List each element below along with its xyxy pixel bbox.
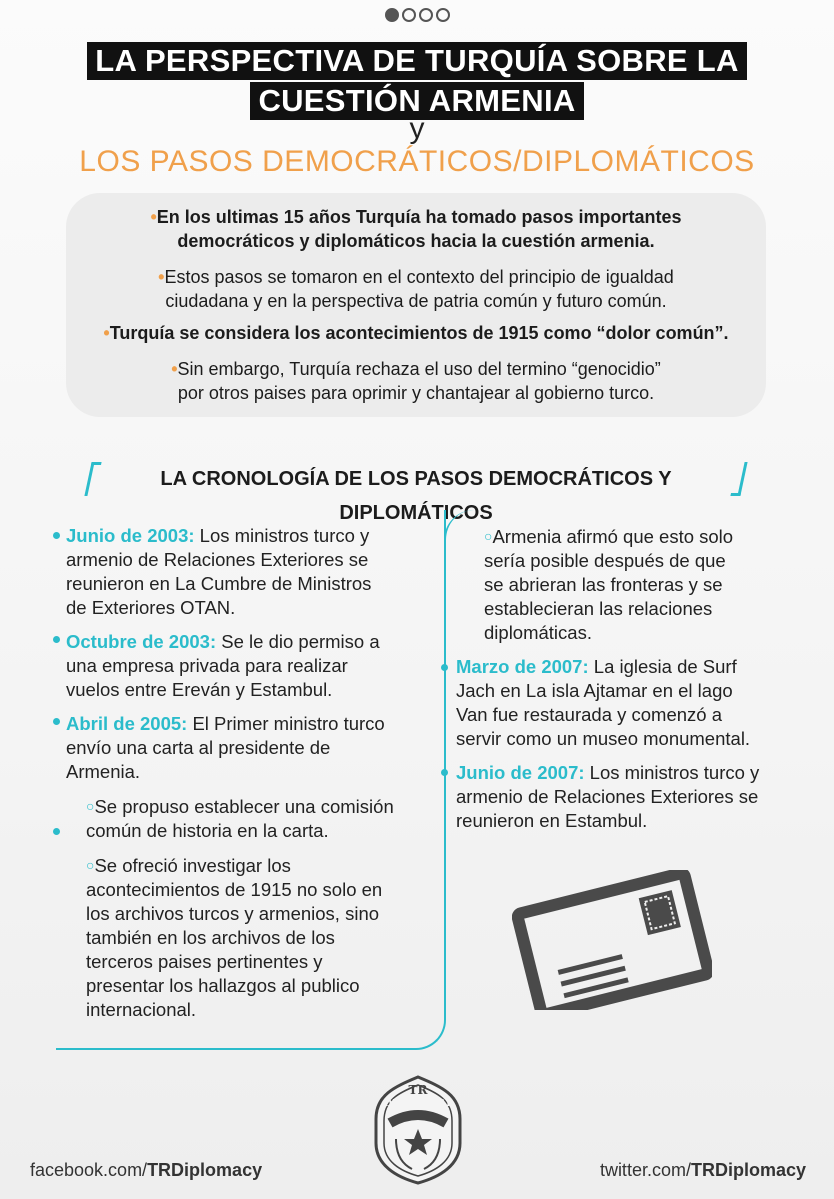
title-line-1: LA PERSPECTIVA DE TURQUÍA SOBRE LA xyxy=(87,42,746,80)
timeline-dot xyxy=(53,718,60,725)
page-dot-3[interactable] xyxy=(419,8,433,22)
intro-box xyxy=(66,193,766,417)
entry-date: Junio de 2003: xyxy=(66,525,195,546)
page-title xyxy=(0,42,834,120)
sub-point-investigation: ○Se ofreció investigar los acontecimientos de 1915 no solo en los archivos turcos y armenios, sino también en los archivos de los terceros paises pertinentes y presentar los hallazgos al publico internacional. xyxy=(86,855,383,1020)
hollow-bullet-icon: ○ xyxy=(86,798,95,814)
intro-bullet-2: •Estos pasos se tomaron en el contexto del principio de igualdad ciudadana y en la perspectiva de patria común y futuro común. xyxy=(158,267,674,311)
facebook-link[interactable]: facebook.com/TRDiplomacy xyxy=(30,1160,263,1180)
intro-bullet-1: •En los ultimas 15 años Turquía ha tomado pasos importantes democráticos y diplomáticos hacia la cuestión armenia. xyxy=(150,207,682,251)
entry-june-2003: Junio de 2003: Los ministros turco y armenio de Relaciones Exteriores se reunieron en La Cumbre de Ministros de Exteriores OTAN. xyxy=(66,525,372,618)
hollow-bullet-icon: ○ xyxy=(86,857,95,873)
timeline-dot xyxy=(441,664,448,671)
orange-bullet-icon: • xyxy=(103,323,110,343)
orange-bullet-icon: • xyxy=(150,207,157,227)
orange-bullet-icon: • xyxy=(158,267,165,287)
tr-diplomacy-seal xyxy=(372,1073,464,1187)
title-conjunction: y xyxy=(409,112,425,145)
timeline-dot xyxy=(53,636,60,643)
chronology-heading: LA CRONOLOGÍA DE LOS PASOS DEMOCRÁTICOS Y DIPLOMÁTICOS xyxy=(88,462,744,496)
orange-bullet-icon: • xyxy=(171,359,178,379)
entry-june-2007: Junio de 2007: Los ministros turco y armenio de Relaciones Exteriores se reunieron en Estambul. xyxy=(456,762,760,831)
page-dot-2[interactable] xyxy=(402,8,416,22)
intro-bullet-3: •Turquía se considera los acontecimientos de 1915 como “dolor común”. xyxy=(103,323,729,343)
timeline-dot xyxy=(53,828,60,835)
entry-date: Octubre de 2003: xyxy=(66,631,217,652)
hollow-bullet-icon: ○ xyxy=(484,528,493,544)
page-dot-4[interactable] xyxy=(436,8,450,22)
entry-april-2005: Abril de 2005: El Primer ministro turco envío una carta al presidente de Armenia. xyxy=(66,713,385,782)
entry-date: Marzo de 2007: xyxy=(456,656,589,677)
page-indicator xyxy=(0,8,834,22)
twitter-link[interactable]: twitter.com/TRDiplomacy xyxy=(599,1160,806,1180)
intro-bullet-4: •Sin embargo, Turquía rechaza el uso del termino “genocidio” por otros paises para oprimir y chantajear al gobierno turco. xyxy=(171,359,661,403)
page-subtitle: LOS PASOS DEMOCRÁTICOS/DIPLOMÁTICOS xyxy=(79,145,755,178)
entry-october-2003: Octubre de 2003: Se le dio permiso a una empresa privada para realizar vuelos entre Ereván y Estambul. xyxy=(66,631,380,700)
sub-point-armenia-response: ○Armenia afirmó que esto solo sería posible después de que se abrieran las fronteras y se establecieran las relaciones diplomáticas. xyxy=(484,526,734,643)
envelope-icon xyxy=(512,870,712,1010)
page-dot-1[interactable] xyxy=(385,8,399,22)
timeline-dot xyxy=(53,532,60,539)
seal-top-text: TR xyxy=(408,1083,428,1097)
chronology-right-column xyxy=(456,524,786,833)
title-line-2: CUESTIÓN ARMENIA xyxy=(250,82,583,120)
timeline-dot xyxy=(441,769,448,776)
entry-march-2007: Marzo de 2007: La iglesia de Surf Jach en La isla Ajtamar en el lago Van fue restaurada y comenzó a servir como un museo monumental. xyxy=(456,656,751,749)
entry-date: Abril de 2005: xyxy=(66,713,188,734)
entry-date: Junio de 2007: xyxy=(456,762,585,783)
sub-point-commission: ○Se propuso establecer una comisión común de historia en la carta. xyxy=(86,796,394,841)
seal-ring-text: DIPLOMACY xyxy=(384,1099,452,1109)
chronology-left-column xyxy=(66,524,396,1022)
